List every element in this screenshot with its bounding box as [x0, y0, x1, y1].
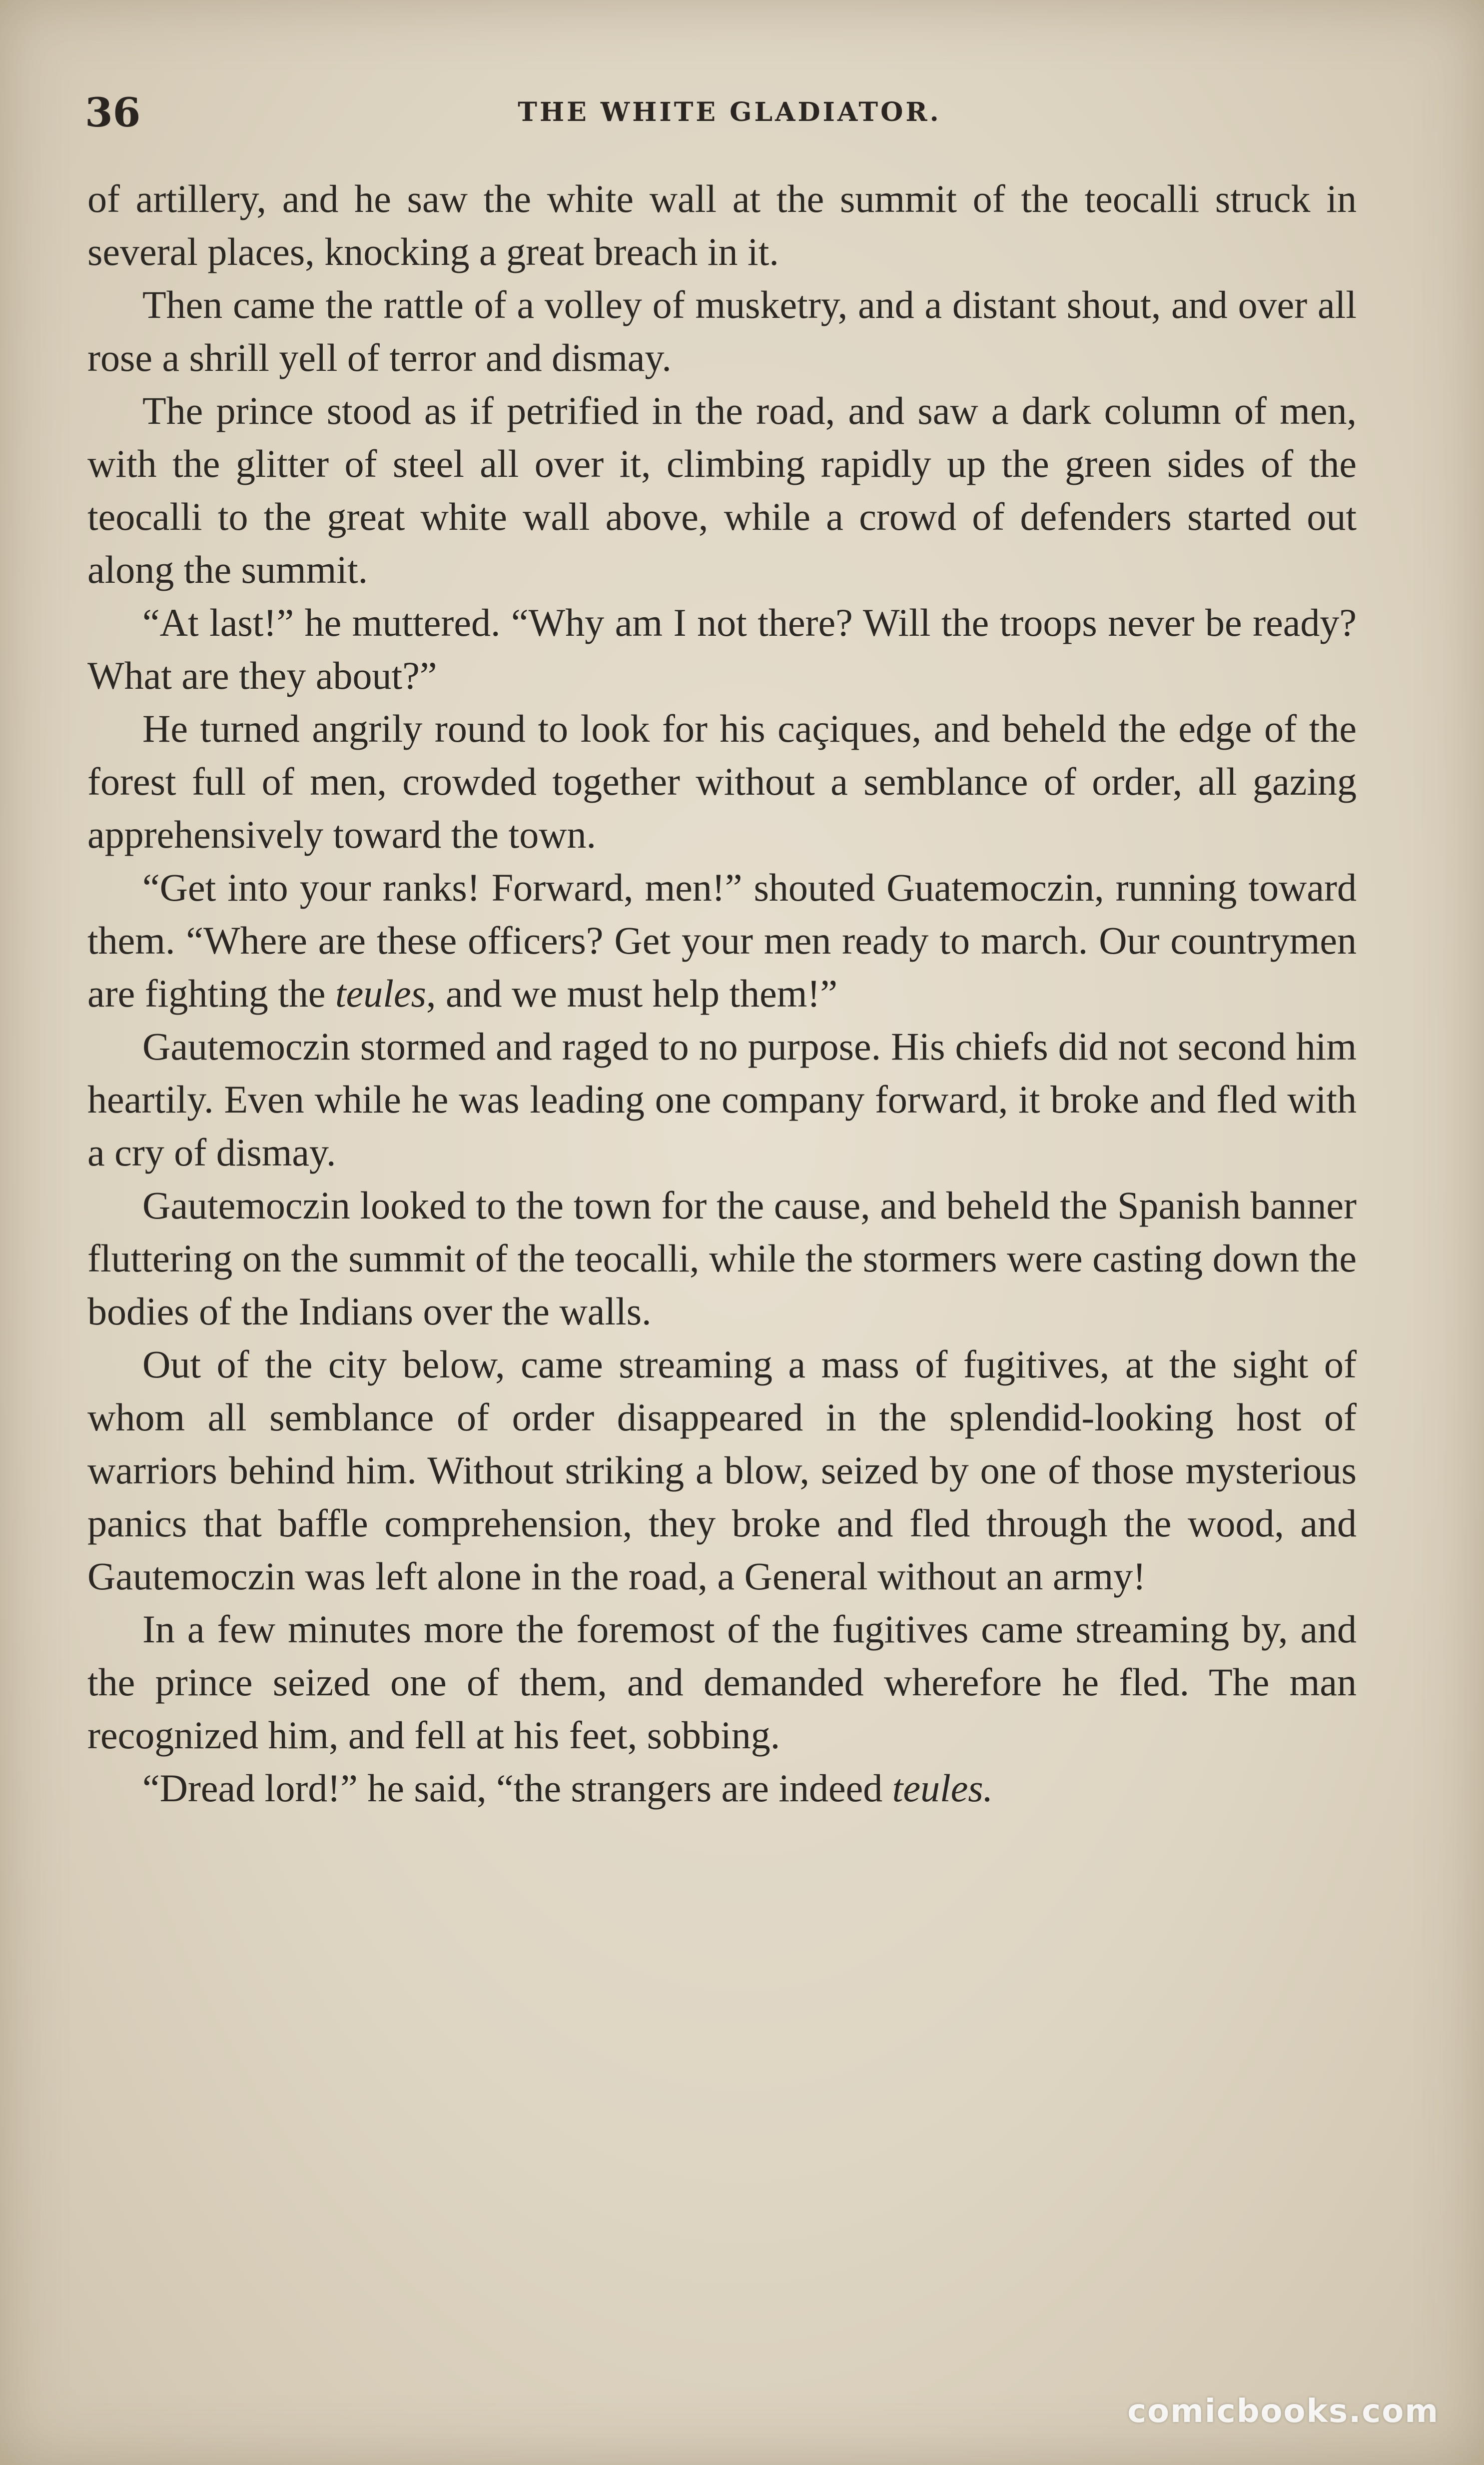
paragraph: of artillery, and he saw the white wall at the summit of the teocalli struck in several places, knocking a great breach in it.	[87, 177, 1357, 273]
body-text	[87, 172, 1357, 1815]
paragraph: “At last!” he muttered. “Why am I not there? Will the troops never be ready? What are they about?”	[87, 601, 1357, 697]
paragraph: He turned angrily round to look for his caçiques, and beheld the edge of the forest full of men, crowded together without a semblance of order, all gazing apprehensively toward the town.	[87, 707, 1357, 856]
paragraph: Then came the rattle of a volley of musketry, and a distant shout, and over all rose a shrill yell of terror and dismay.	[87, 283, 1357, 379]
watermark: comicbooks.com	[1127, 2393, 1439, 2430]
paragraph: “Dread lord!” he said, “the strangers are indeed teules.	[142, 1766, 993, 1810]
page-number: 36	[85, 89, 141, 136]
paragraph: “Get into your ranks! Forward, men!” shouted Guatemoczin, running toward them. “Where are these officers? Get your men ready to march. Our countrymen are fighting the teules, and we must help them!”	[87, 866, 1357, 1015]
italic-term: teules.	[892, 1766, 993, 1810]
paragraph: Gautemoczin looked to the town for the cause, and beheld the Spanish banner fluttering on the summit of the teocalli, while the stormers were casting down the bodies of the Indians over the walls.	[87, 1184, 1357, 1333]
paragraph: The prince stood as if petrified in the road, and saw a dark column of men, with the glitter of steel all over it, climbing rapidly up the green sides of the teocalli to the great white wall above, while a crowd of defenders started out along the summit.	[87, 389, 1357, 591]
paragraph: Gautemoczin stormed and raged to no purpose. His chiefs did not second him heartily. Even while he was leading one company forward, it broke and fled with a cry of dismay.	[87, 1025, 1357, 1174]
italic-term: teules	[335, 972, 426, 1015]
page-header	[85, 85, 1374, 140]
paragraph: In a few minutes more the foremost of the fugitives came streaming by, and the prince seized one of them, and demanded wherefore he fled. The man recognized him, and fell at his feet, sobbing.	[87, 1607, 1357, 1757]
running-title: THE WHITE GLADIATOR.	[518, 97, 941, 127]
paragraph: Out of the city below, came streaming a mass of fugitives, at the sight of whom all semblance of order disappeared in the splendid-looking host of warriors behind him. Without striking a blow, seized by one of those mysterious panics that baffle comprehension, they broke and fled through the wood, and Gautemoczin was left alone in the road, a General without an army!	[87, 1342, 1357, 1598]
